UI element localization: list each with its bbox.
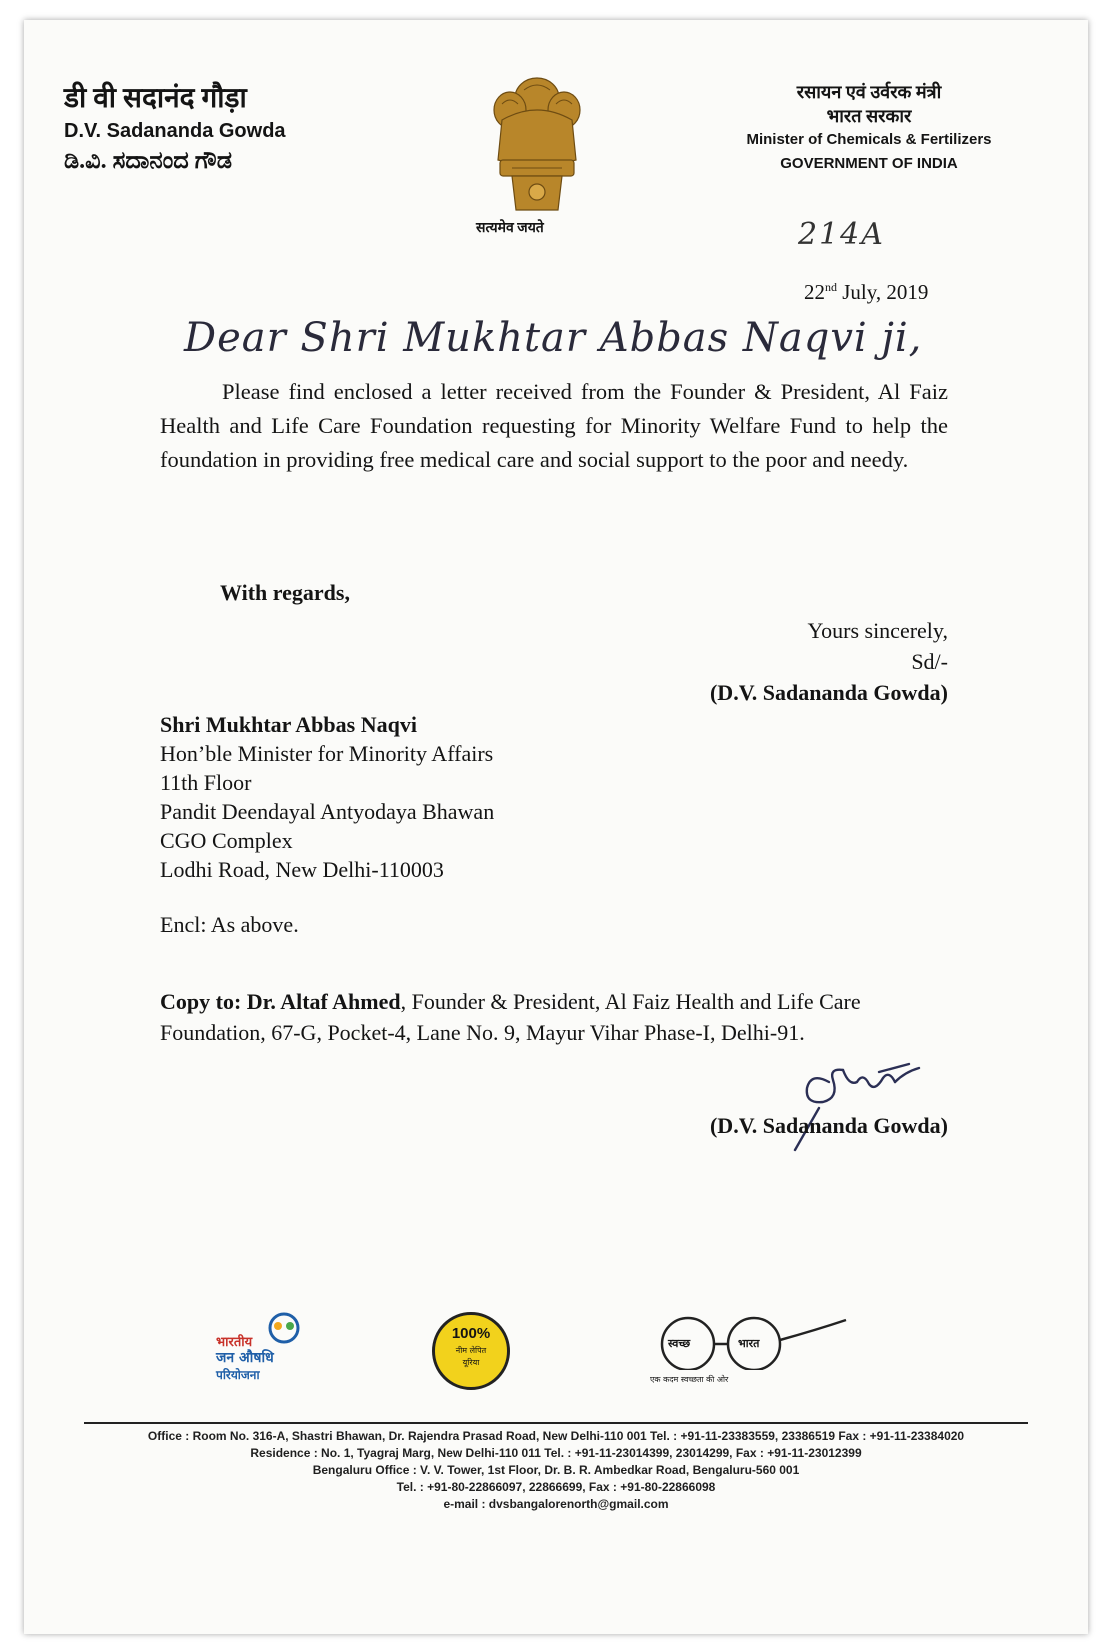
- designation-english: Minister of Chemicals & Fertilizers: [746, 131, 992, 148]
- footer-bengaluru-tel: Tel. : +91-80-22866097, 22866699, Fax : +91-80-22866098: [396, 1480, 716, 1494]
- footer-divider: [84, 1422, 1028, 1424]
- national-emblem-icon: [472, 60, 602, 220]
- closing-sd: Sd/-: [911, 649, 948, 674]
- closing-block: [644, 615, 948, 708]
- footer-email: e-mail : dvsbangalorenorth@gmail.com: [443, 1497, 669, 1511]
- date-rest: July, 2019: [837, 280, 929, 304]
- swachh-tagline: एक कदम स्वच्छता की ओर: [650, 1375, 729, 1384]
- letter-body: [160, 375, 948, 477]
- footer-office: Office : Room No. 316-A, Shastri Bhawan, Dr. Rajendra Prasad Road, New Delhi-110 001 Tel. : +91-11-23383559, 23386519 Fax : +91-11-23384020: [147, 1429, 965, 1443]
- letter-date: [804, 280, 928, 305]
- badge-text: यूरिया: [462, 1358, 480, 1367]
- body-paragraph: Please find enclosed a letter received from the Founder & President, Al Faiz Health and Life Care Foundation requesting for Minority Welfare Fund to help the foundation in providing free medical care and social support to the poor and needy.: [160, 379, 948, 472]
- badge-text: नीम लेपित: [455, 1346, 487, 1355]
- copy-to-person: Dr. Altaf Ahmed: [246, 989, 401, 1014]
- enclosure-note: Encl: As above.: [160, 912, 299, 937]
- copy-to: [160, 986, 950, 1048]
- date-suffix: nd: [825, 280, 837, 294]
- emblem-motto: सत्यमेव जयते: [476, 221, 544, 236]
- addressee-line: Hon’ble Minister for Minority Affairs: [160, 741, 494, 766]
- addressee-line: CGO Complex: [160, 828, 293, 853]
- copy-to-details: , Founder & President, Al Faiz Health and Life Care Foundation, 67-G, Pocket-4, Lane No. 9, Mayur Vihar Phase-I, Delhi-91.: [160, 989, 861, 1045]
- jan-aushadhi-icon: [264, 1310, 304, 1346]
- government-hindi: भारत सरकार: [826, 106, 912, 126]
- footer-bengaluru: Bengaluru Office : V. V. Tower, 1st Floor, Dr. B. R. Ambedkar Road, Bengaluru-560 001: [312, 1463, 800, 1477]
- swachh-bharat-logo: [646, 1310, 866, 1390]
- badge-number: 100%: [451, 1325, 491, 1342]
- jan-aushadhi-line2: जन औषधि: [216, 1350, 274, 1366]
- closing-name: (D.V. Sadananda Gowda): [709, 680, 948, 705]
- name-hindi: डी वी सदानंद गौड़ा: [64, 83, 247, 114]
- footer-residence: Residence : No. 1, Tyagraj Marg, New Delhi-110 011 Tel. : +91-11-23014399, 23014299, Fax : +91-11-23012399: [250, 1446, 862, 1460]
- addressee-line: Pandit Deendayal Antyodaya Bhawan: [160, 799, 495, 824]
- letterhead-right: [714, 80, 1024, 176]
- designation-hindi: रसायन एवं उर्वरक मंत्री: [796, 82, 942, 102]
- neem-urea-badge: [432, 1312, 510, 1390]
- salutation: Dear Shri Mukhtar Abbas Naqvi ji,: [184, 315, 923, 361]
- closing-line: Yours sincerely,: [807, 618, 948, 643]
- footer-contact: [64, 1428, 1048, 1513]
- signature-name: (D.V. Sadananda Gowda): [709, 1113, 948, 1138]
- jan-aushadhi-line1: भारतीय: [216, 1335, 253, 1350]
- addressee-line: 11th Floor: [160, 770, 252, 795]
- name-english: D.V. Sadananda Gowda: [64, 120, 286, 142]
- government-english: GOVERNMENT OF INDIA: [780, 155, 958, 172]
- date-day: 22: [804, 280, 825, 304]
- jan-aushadhi-logo: [208, 1310, 308, 1390]
- handwritten-reference-text: 214A: [798, 217, 885, 252]
- letter-page: [24, 20, 1088, 1634]
- swachh-text: स्वच्छ: [668, 1337, 691, 1350]
- bharat-text: भारत: [738, 1337, 760, 1350]
- copy-to-label: Copy to:: [160, 989, 242, 1014]
- addressee-name: Shri Mukhtar Abbas Naqvi: [160, 712, 417, 737]
- name-kannada: ಡಿ.ವಿ. ಸದಾನಂದ ಗೌಡ: [64, 148, 232, 174]
- handwritten-reference: [794, 208, 894, 254]
- jan-aushadhi-line3: परियोजना: [216, 1368, 260, 1382]
- addressee-line: Lodhi Road, New Delhi-110003: [160, 857, 444, 882]
- regards: With regards,: [220, 580, 350, 605]
- addressee-block: [160, 710, 494, 884]
